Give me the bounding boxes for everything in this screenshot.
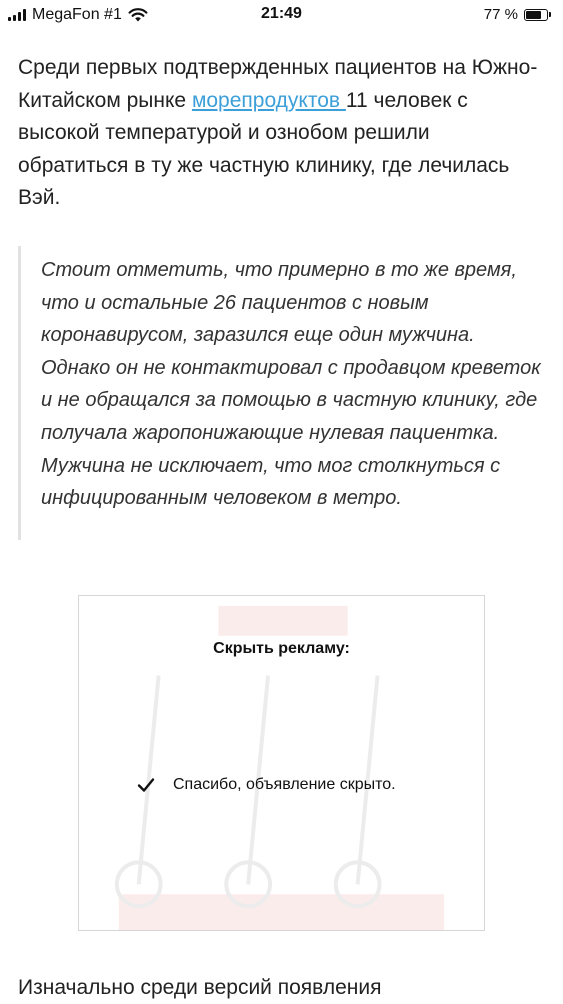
hide-ad-title: Скрыть рекламу:: [213, 640, 350, 657]
article-paragraph-1: [18, 52, 538, 215]
confirmation-text: Спасибо, объявление скрыто.: [173, 776, 396, 793]
battery-tip: [549, 12, 551, 17]
battery-icon: [524, 9, 548, 21]
checkmark-icon: [137, 777, 155, 793]
ad-hidden-confirmation: [137, 776, 396, 794]
status-bar-right: [484, 6, 551, 23]
seafood-link[interactable]: морепродуктов: [191, 88, 346, 112]
paragraph-text: Среди первых подтвержденных пациентов на Южно-Китайском рынке: [18, 56, 538, 112]
carrier-name: MegaFon #1: [32, 6, 122, 23]
paragraph-text: 11 человек с высокой температурой и ознобом решили обратиться в ту же частную клинику, где лечилась Вэй.: [18, 88, 510, 209]
hidden-ad-box: [78, 595, 485, 931]
clock: 21:49: [261, 5, 302, 22]
status-bar: [0, 0, 563, 32]
battery-percent: 77 %: [483, 6, 518, 23]
battery-fill: [526, 11, 541, 19]
article-paragraph-2: Изначально среди версий появления: [18, 976, 382, 999]
blockquote: [18, 246, 546, 540]
quote-text: Стоит отметить, что примерно в то же время, что и остальные 26 пациентов с новым коронавирусом, заразился еще один мужчина. Однако он не контактировал с продавцом креветок и не обращался за помощью в частную клинику, где получала жаропонижающие нулевая пациентка. Мужчина не исключает, что мог столкнуться с инфицированным человеком в метро.: [41, 259, 541, 510]
